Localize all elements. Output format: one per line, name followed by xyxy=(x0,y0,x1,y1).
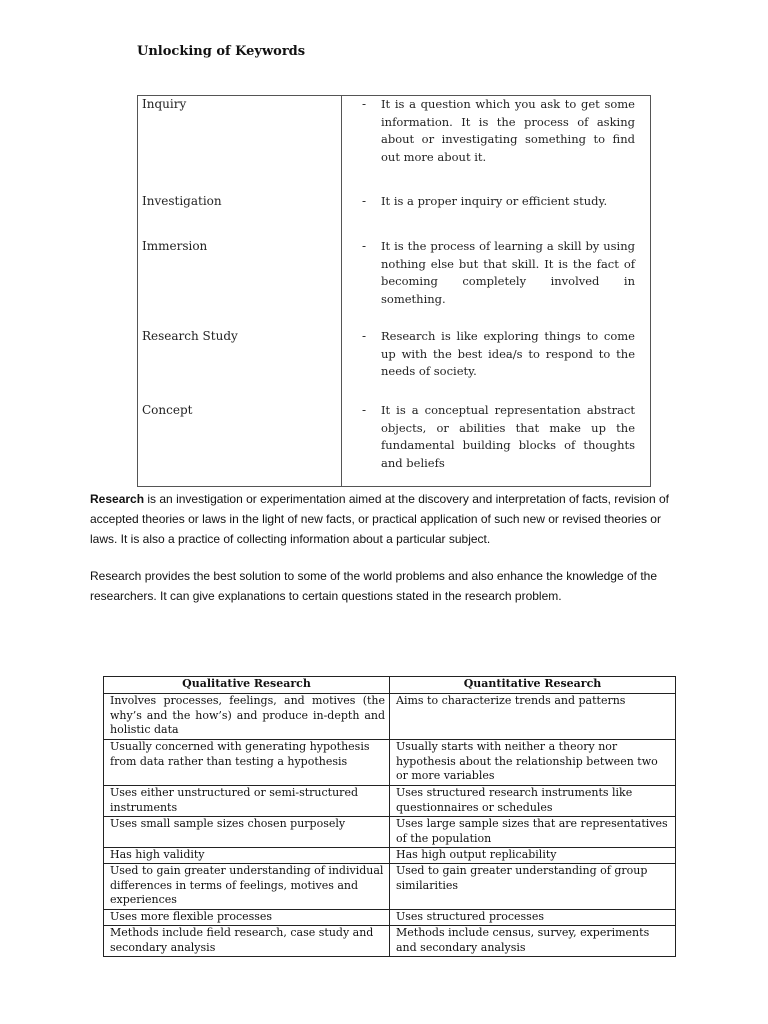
research-benefits-paragraph: Research provides the best solution to some of the world problems and also enhance the knowledge of the researchers. It can give explanations to certain questions stated in the research problem. xyxy=(90,569,658,603)
quantitative-cell: Used to gain greater understanding of group similarities xyxy=(390,864,676,910)
keyword-dash: - xyxy=(362,329,367,343)
quantitative-cell: Uses structured research instruments like questionnaires or schedules xyxy=(390,786,676,817)
keyword-term: Inquiry xyxy=(142,97,187,111)
keyword-definition: It is a question which you ask to get some information. It is the process of asking about or investigating something to find out more about it. xyxy=(381,97,635,164)
table-row xyxy=(104,864,676,910)
keyword-definition: Research is like exploring things to come up with the best idea/s to respond to the needs of society. xyxy=(381,329,635,378)
keyword-dash: - xyxy=(362,97,367,111)
qualitative-cell: Has high validity xyxy=(104,848,390,864)
research-bold-term: Research xyxy=(90,492,145,506)
table-row xyxy=(104,848,676,864)
quantitative-cell: Uses structured processes xyxy=(390,910,676,926)
table-row xyxy=(104,926,676,957)
table-row xyxy=(104,740,676,786)
table-header-row xyxy=(104,677,676,694)
keywords-divider xyxy=(341,96,342,486)
section-heading: Unlocking of Keywords xyxy=(137,44,306,59)
table-row xyxy=(104,910,676,926)
keyword-term: Research Study xyxy=(142,329,238,343)
qualitative-cell: Methods include field research, case study and secondary analysis xyxy=(104,926,390,957)
keyword-term: Concept xyxy=(142,403,193,417)
qual-quant-comparison-table xyxy=(103,676,676,957)
table-row xyxy=(104,817,676,848)
table-row xyxy=(104,694,676,740)
qualitative-cell: Used to gain greater understanding of individual differences in terms of feelings, motives and experiences xyxy=(104,864,390,910)
header-qualitative: Qualitative Research xyxy=(104,677,390,694)
qualitative-cell: Uses small sample sizes chosen purposely xyxy=(104,817,390,848)
keyword-dash: - xyxy=(362,194,367,208)
header-quantitative: Quantitative Research xyxy=(390,677,676,694)
keywords-box xyxy=(137,95,651,487)
quantitative-cell: Methods include census, survey, experiments and secondary analysis xyxy=(390,926,676,957)
research-definition-paragraph xyxy=(90,489,680,549)
quantitative-cell: Usually starts with neither a theory nor hypothesis about the relationship between two or more variables xyxy=(390,740,676,786)
quantitative-cell: Aims to characterize trends and patterns xyxy=(390,694,676,740)
qualitative-cell: Involves processes, feelings, and motives (the why’s and the how’s) and produce in-depth and holistic data xyxy=(104,694,390,740)
qualitative-cell: Usually concerned with generating hypothesis from data rather than testing a hypothesis xyxy=(104,740,390,786)
keyword-definition: It is the process of learning a skill by using nothing else but that skill. It is the fact of becoming completely involved in something. xyxy=(381,239,635,306)
research-definition-text: is an investigation or experimentation aimed at the discovery and interpretation of facts, revision of accepted theories or laws in the light of new facts, or practical application of such new or revised theories or laws. It is also a practice of collecting information about a particular subject. xyxy=(90,492,669,546)
qualitative-cell: Uses either unstructured or semi-structured instruments xyxy=(104,786,390,817)
table-row xyxy=(104,786,676,817)
keyword-dash: - xyxy=(362,239,367,253)
quantitative-cell: Has high output replicability xyxy=(390,848,676,864)
keyword-definition: It is a conceptual representation abstract objects, or abilities that make up the fundamental building blocks of thoughts and beliefs xyxy=(381,403,635,470)
keyword-term: Immersion xyxy=(142,239,208,253)
qualitative-cell: Uses more flexible processes xyxy=(104,910,390,926)
quantitative-cell: Uses large sample sizes that are representatives of the population xyxy=(390,817,676,848)
keyword-definition: It is a proper inquiry or efficient study. xyxy=(381,194,608,208)
keyword-dash: - xyxy=(362,403,367,417)
keyword-term: Investigation xyxy=(142,194,222,208)
